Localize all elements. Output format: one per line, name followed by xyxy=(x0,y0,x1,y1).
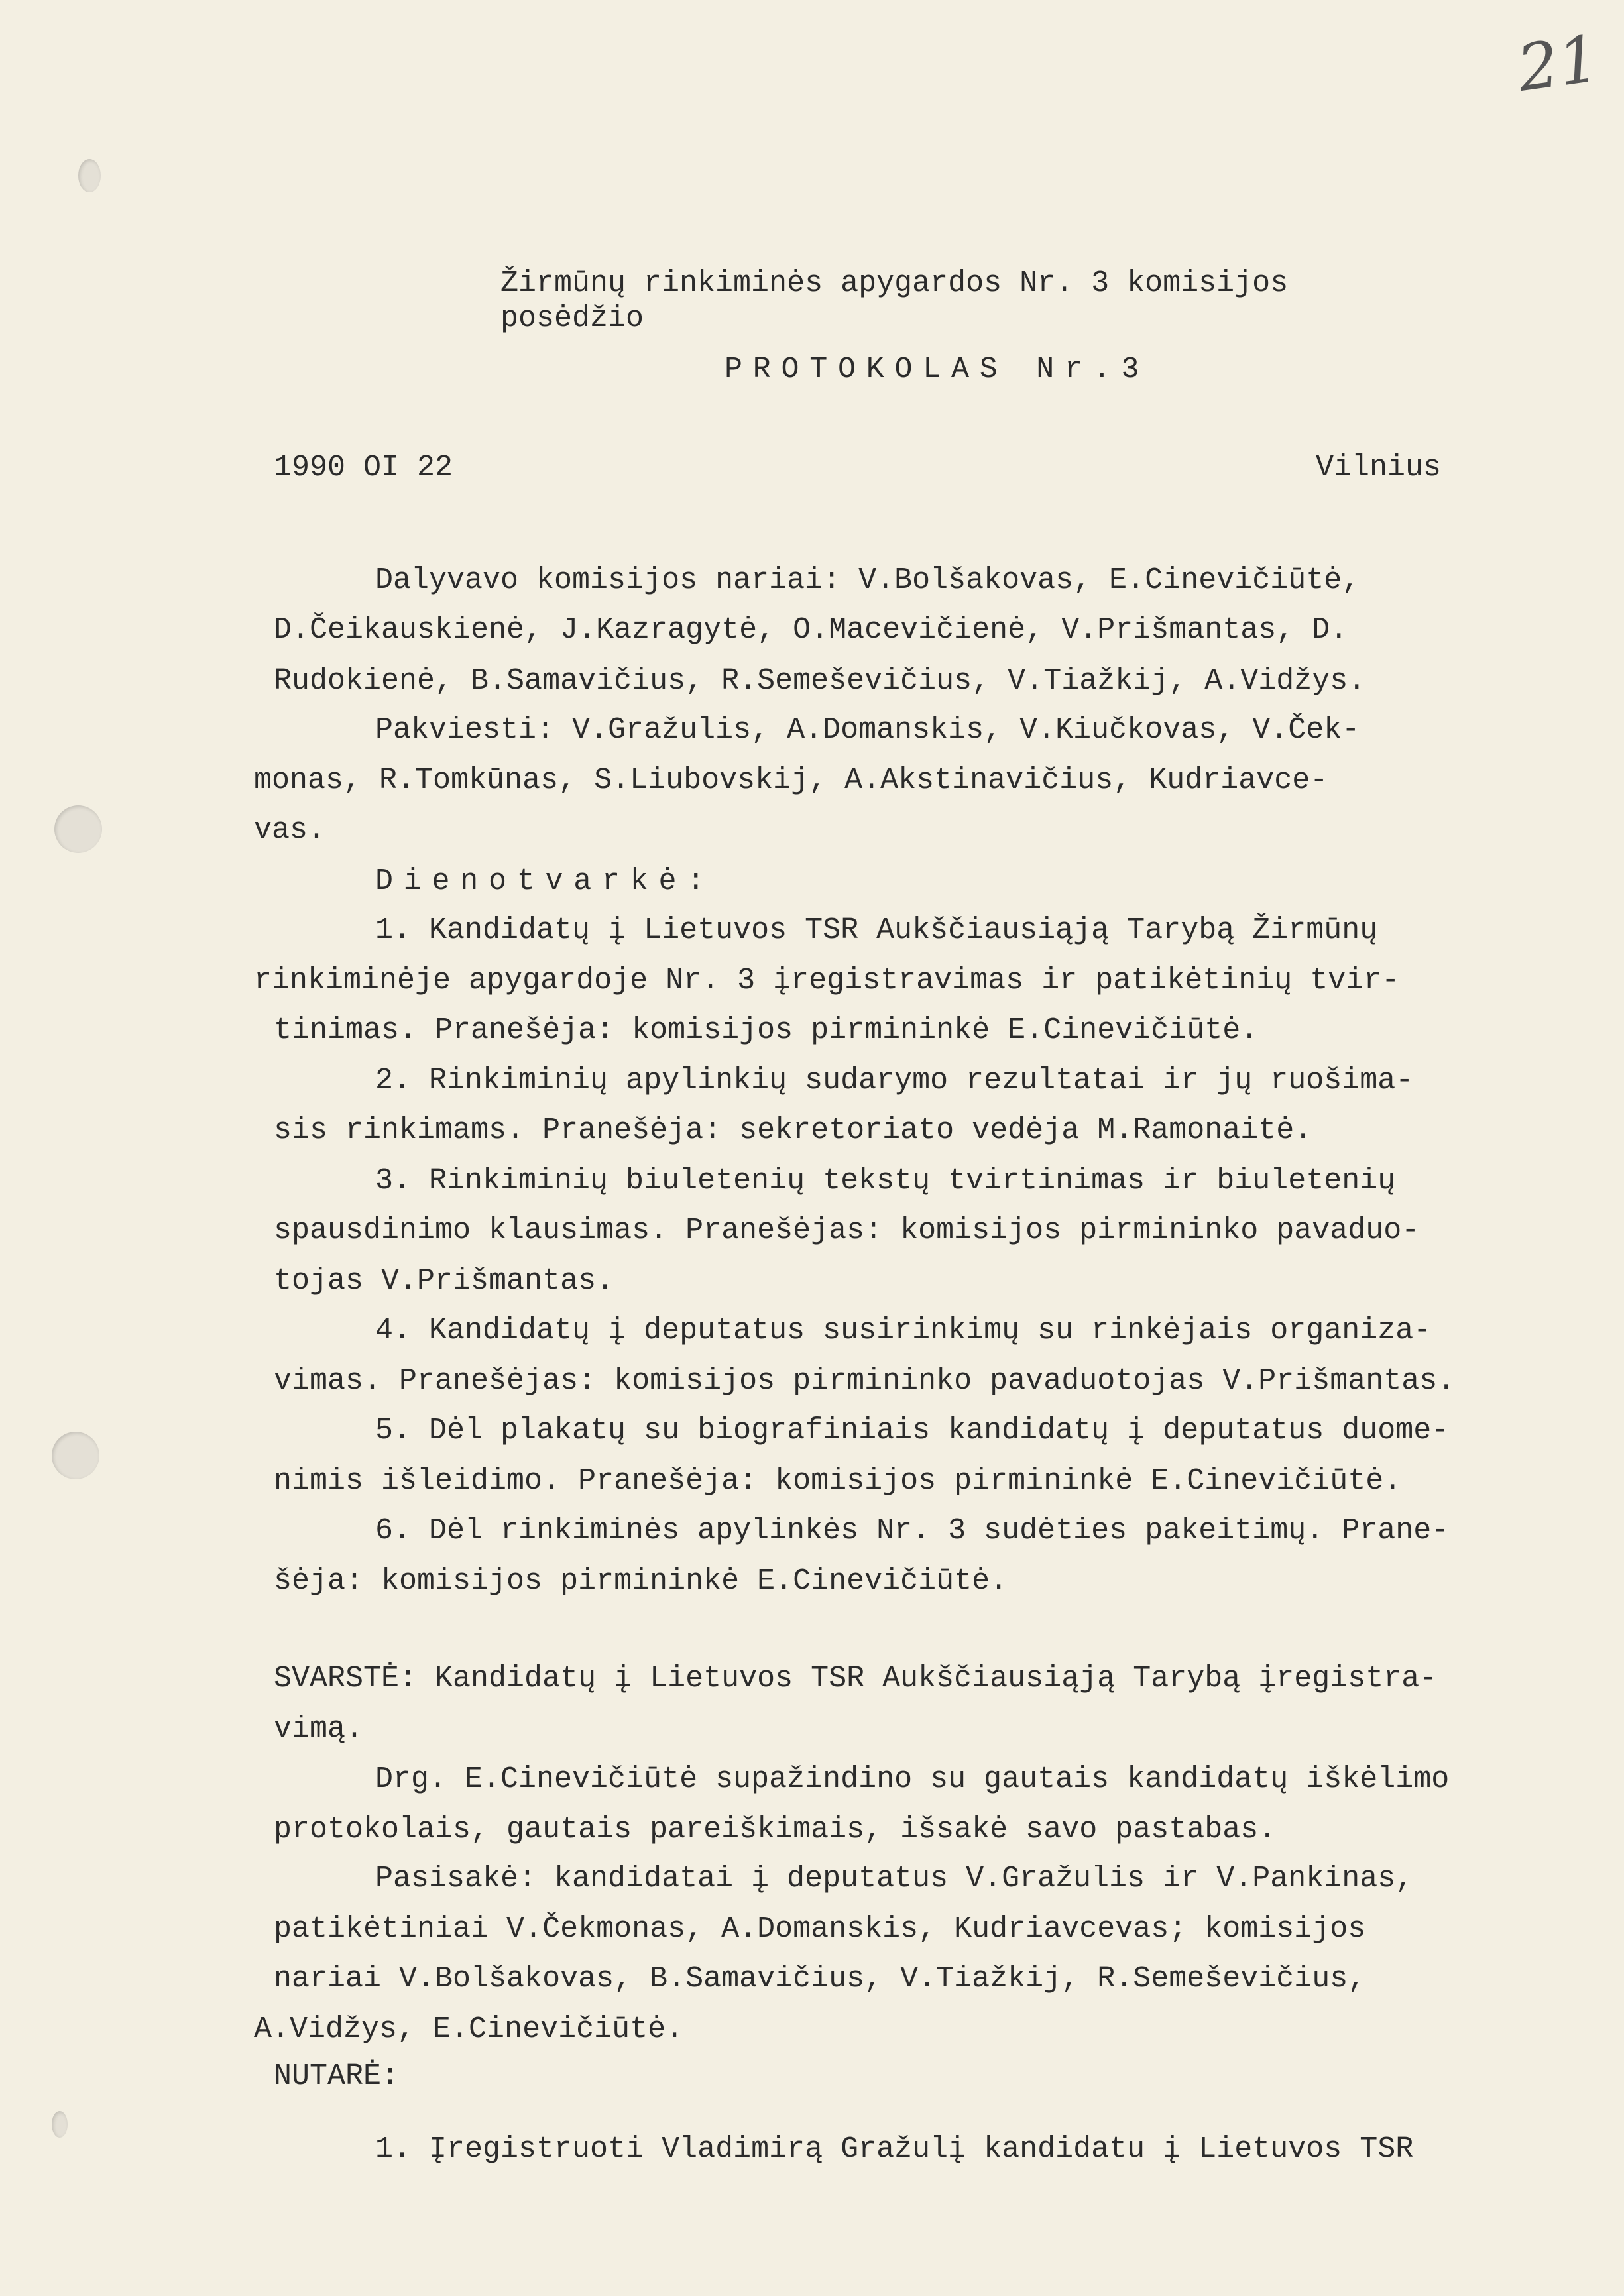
body-line: Rudokienė, B.Samavičius, R.Semeševičius, V.Tiažkij, A.Vidžys. xyxy=(274,664,1366,698)
body-line: 2. Rinkiminių apylinkių sudarymo rezultatai ir jų ruošima- xyxy=(375,1064,1414,1098)
body-line: Pasisakė: kandidatai į deputatus V.Gražulis ir V.Pankinas, xyxy=(375,1862,1414,1896)
header-line: Žirmūnų rinkiminės apygardos Nr. 3 komisijos xyxy=(500,266,1289,300)
body-line: tojas V.Prišmantas. xyxy=(274,1264,614,1298)
body-line: D.Čeikauskienė, J.Kazragytė, O.Macevičienė, V.Prišmantas, D. xyxy=(274,613,1348,647)
body-line: monas, R.Tomkūnas, S.Liubovskij, A.Akstinavičius, Kudriavce- xyxy=(254,764,1328,797)
document-date: 1990 OI 22 xyxy=(274,451,453,485)
header-line: posėdžio xyxy=(500,302,644,335)
body-line: 5. Dėl plakatų su biografiniais kandidatų į deputatus duome- xyxy=(375,1414,1450,1448)
document-place: Vilnius xyxy=(1316,451,1442,485)
resolution-heading: NUTARĖ: xyxy=(274,2059,400,2093)
body-line: 3. Rinkiminių biuletenių tekstų tvirtinimas ir biuletenių xyxy=(375,1164,1396,1198)
body-line: 6. Dėl rinkiminės apylinkės Nr. 3 sudėties pakeitimų. Prane- xyxy=(375,1514,1450,1548)
body-line: tinimas. Pranešėja: komisijos pirmininkė E.Cinevičiūtė. xyxy=(274,1013,1259,1047)
page-number: 21 xyxy=(1513,21,1604,106)
body-line: Drg. E.Cinevičiūtė supažindino su gautais kandidatų iškėlimo xyxy=(375,1762,1450,1796)
body-line: spausdinimo klausimas. Pranešėjas: komisijos pirmininko pavaduo- xyxy=(274,1214,1420,1247)
body-line: vas. xyxy=(254,813,326,847)
document-title: PROTOKOLAS Nr.3 xyxy=(725,353,1150,386)
agenda-heading: Dienotvarkė: xyxy=(375,864,716,898)
punch-hole xyxy=(78,159,101,192)
body-line: sis rinkimams. Pranešėja: sekretoriato vedėja M.Ramonaitė. xyxy=(274,1114,1312,1147)
body-line: 1. Įregistruoti Vladimirą Gražulį kandidatu į Lietuvos TSR xyxy=(375,2132,1414,2166)
punch-hole xyxy=(52,2111,68,2138)
body-line: Pakviesti: V.Gražulis, A.Domanskis, V.Kiučkovas, V.Ček- xyxy=(375,713,1360,747)
body-line: protokolais, gautais pareiškimais, išsakė savo pastabas. xyxy=(274,1813,1277,1847)
body-line: vimas. Pranešėjas: komisijos pirmininko pavaduotojas V.Prišmantas. xyxy=(274,1364,1456,1398)
body-line: nimis išleidimo. Pranešėja: komisijos pirmininkė E.Cinevičiūtė. xyxy=(274,1464,1402,1498)
body-line: vimą. xyxy=(274,1712,364,1746)
punch-hole xyxy=(52,1432,99,1479)
body-line: 4. Kandidatų į deputatus susirinkimų su rinkėjais organiza- xyxy=(375,1314,1432,1348)
body-line: rinkiminėje apygardoje Nr. 3 įregistravimas ir patikėtinių tvir- xyxy=(254,964,1400,998)
punch-hole xyxy=(54,805,102,853)
body-line: A.Vidžys, E.Cinevičiūtė. xyxy=(254,2012,684,2046)
body-line: SVARSTĖ: Kandidatų į Lietuvos TSR Aukščiausiąją Tarybą įregistra- xyxy=(274,1662,1438,1695)
body-line: nariai V.Bolšakovas, B.Samavičius, V.Tiažkij, R.Semeševičius, xyxy=(274,1962,1366,1996)
body-line: Dalyvavo komisijos nariai: V.Bolšakovas, E.Cinevičiūtė, xyxy=(375,563,1360,597)
body-line: 1. Kandidatų į Lietuvos TSR Aukščiausiąją Tarybą Žirmūnų xyxy=(375,913,1378,947)
body-line: patikėtiniai V.Čekmonas, A.Domanskis, Kudriavcevas; komisijos xyxy=(274,1912,1366,1946)
body-line: šėja: komisijos pirmininkė E.Cinevičiūtė. xyxy=(274,1564,1008,1598)
